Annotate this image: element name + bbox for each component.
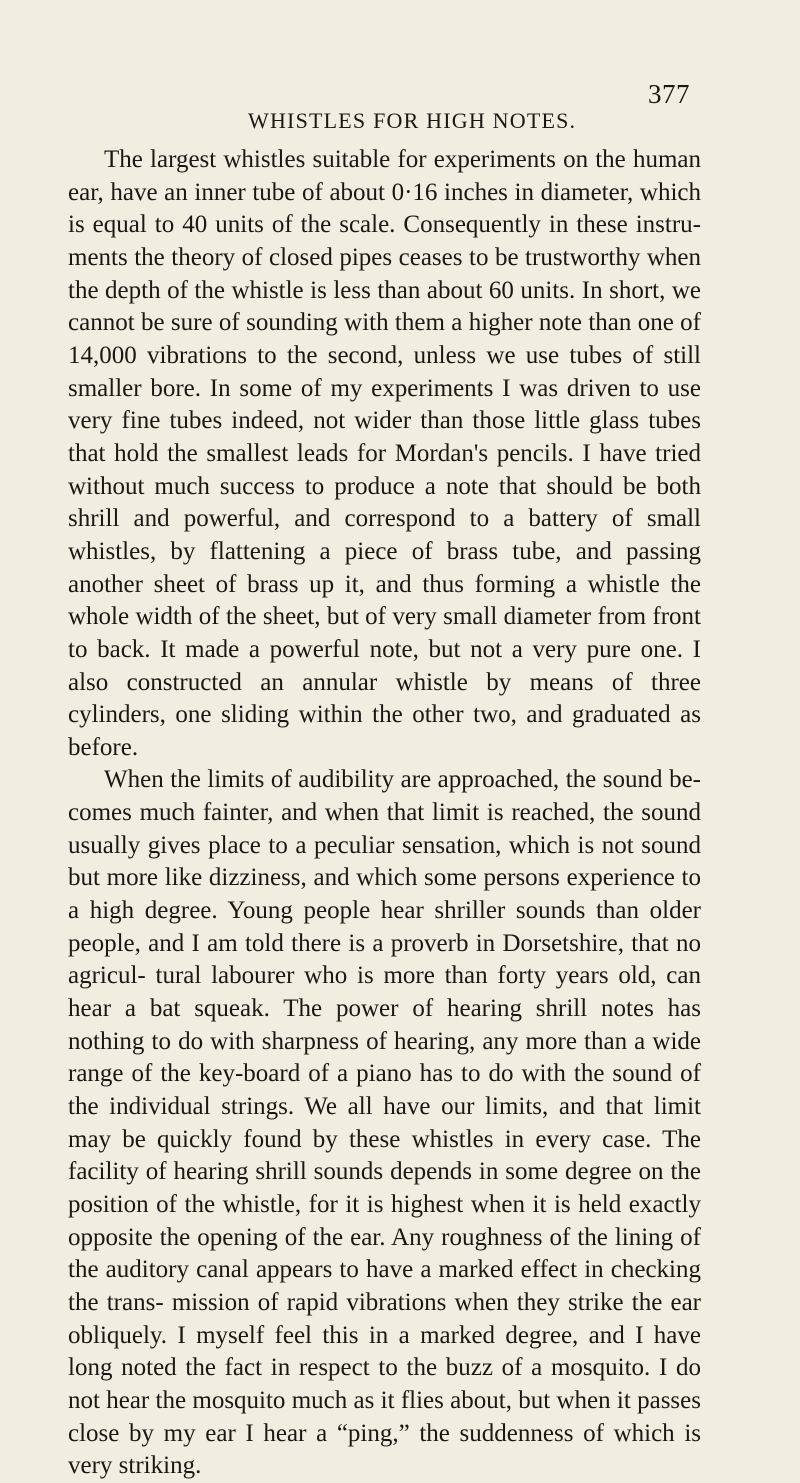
- page-number: 377: [648, 79, 690, 109]
- running-title: WHISTLES FOR HIGH NOTES.: [248, 108, 577, 133]
- body-text: [68, 144, 701, 1483]
- paragraph: The largest whistles suitable for experiments on the human ear, have an inner tube of about 0·16 inches in diameter, which is equal to 40 units of the scale. Consequently in these instru- ments the theory of closed pipes ceases to be trustworthy when the depth of the whistle is less than about 60 units. In short, we cannot be sure of sounding with them a higher note than one of 14,000 vibrations to the second, unless we use tubes of still smaller bore. In some of my experiments I was driven to use very fine tubes indeed, not wider than those little glass tubes that hold the smallest leads for Mordan's pencils. I have tried without much success to produce a note that should be both shrill and powerful, and correspond to a battery of small whistles, by flattening a piece of brass tube, and passing another sheet of brass up it, and thus forming a whistle the whole width of the sheet, but of very small diameter from front to back. It made a powerful note, but not a very pure one. I also constructed an annular whistle by means of three cylinders, one sliding within the other two, and graduated as before.: [68, 146, 701, 761]
- paragraph: When the limits of audibility are approached, the sound be- comes much fainter, and when that limit is reached, the sound usually gives place to a peculiar sensation, which is not sound but more like dizziness, and which some persons experience to a high degree. Young people hear shriller sounds than older people, and I am told there is a proverb in Dorsetshire, that no agricul- tural labourer who is more than forty years old, can hear a bat squeak. The power of hearing shrill notes has nothing to do with sharpness of hearing, any more than a wide range of the key-board of a piano has to do with the sound of the individual strings. We all have our limits, and that limit may be quickly found by these whistles in every case. The facility of hearing shrill sounds depends in some degree on the position of the whistle, for it is highest when it is held exactly opposite the opening of the ear. Any roughness of the lining of the auditory canal appears to have a marked effect in checking the trans- mission of rapid vibrations when they strike the ear obliquely. I myself feel this in a marked degree, and I have long noted the fact in respect to the buzz of a mosquito. I do not hear the mosquito much as it flies about, but when it passes close by my ear I hear a “ping,” the suddenness of which is very striking.: [68, 766, 701, 1480]
- page-header: [68, 79, 690, 138]
